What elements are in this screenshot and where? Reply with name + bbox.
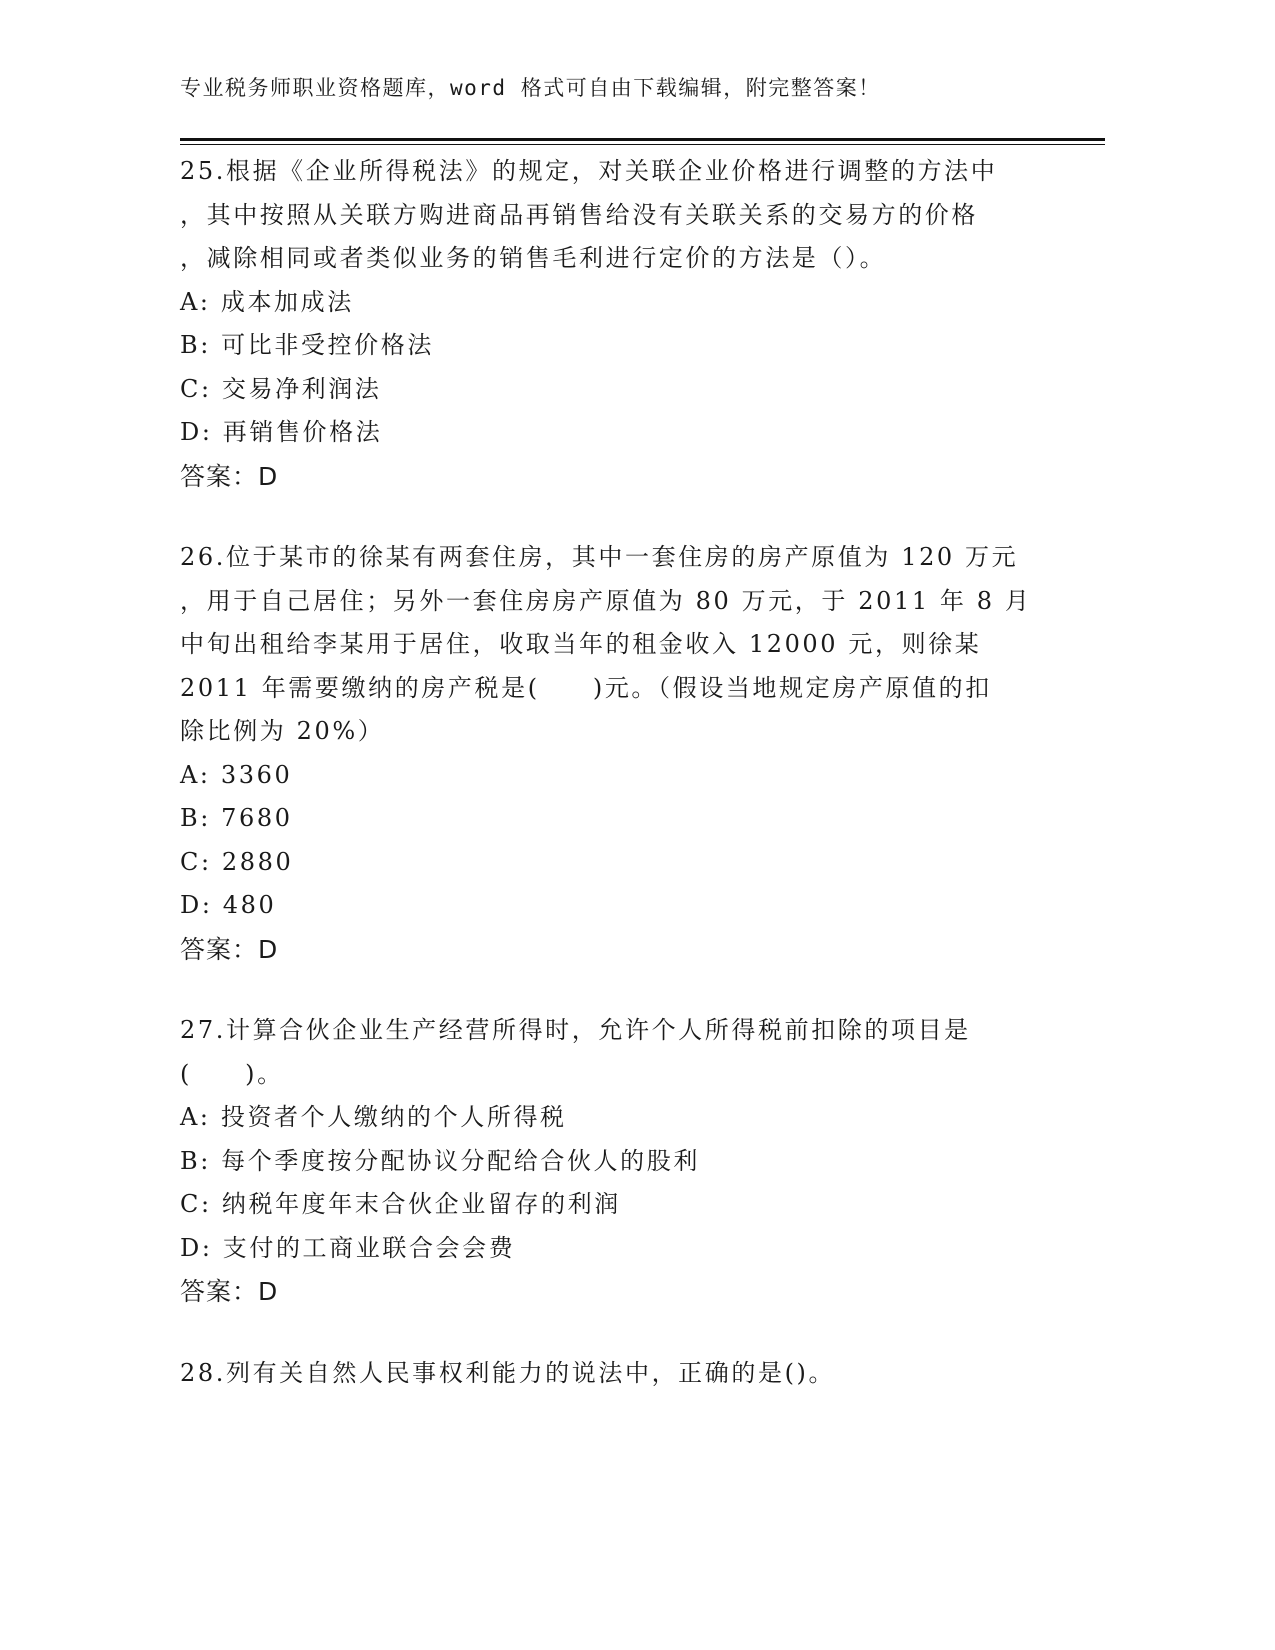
question-line: ，其中按照从关联方购进商品再销售给没有关联关系的交易方的价格: [180, 200, 978, 229]
option-a: A: 3360: [180, 760, 293, 789]
option-a: A: 成本加成法: [180, 287, 354, 316]
answer: 答案：D: [180, 1277, 279, 1306]
header-rule-thin: [180, 144, 1105, 145]
question-line: 除比例为 20%）: [180, 717, 385, 745]
question-line: 25.根据《企业所得税法》的规定，对关联企业价格进行调整的方法中: [180, 157, 998, 185]
answer: 答案：D: [180, 461, 279, 491]
question-line: ，减除相同或者类似业务的销售毛利进行定价的方法是（）。: [180, 244, 887, 272]
question-line: 2011 年需要缴纳的房产税是( )元。（假设当地规定房产原值的扣: [180, 673, 992, 702]
question-line: 27.计算合伙企业生产经营所得时，允许个人所得税前扣除的项目是: [180, 1016, 971, 1044]
option-c: C: 2880: [180, 847, 294, 876]
option-c: C: 交易净利润法: [180, 374, 382, 403]
question-line: ( )。: [180, 1059, 284, 1088]
option-d: D: 480: [180, 891, 277, 919]
question-line: 28.列有关自然人民事权利能力的说法中，正确的是()。: [180, 1358, 836, 1387]
answer: 答案：D: [180, 934, 279, 964]
question-line: 26.位于某市的徐某有两套住房，其中一套住房的房产原值为 120 万元: [180, 543, 1019, 571]
question-line: ，用于自己居住；另外一套住房房产原值为 80 万元，于 2011 年 8 月: [180, 586, 1032, 615]
option-b: B: 每个季度按分配协议分配给合伙人的股利: [180, 1146, 700, 1175]
option-d: D: 支付的工商业联合会会费: [180, 1233, 516, 1262]
option-a: A: 投资者个人缴纳的个人所得税: [180, 1103, 567, 1131]
header-rule-thick: [180, 138, 1105, 141]
option-b: B: 可比非受控价格法: [180, 331, 434, 359]
option-b: B: 7680: [180, 804, 293, 832]
question-26: [180, 536, 1040, 971]
page-header: 专业税务师职业资格题库，word 格式可自由下载编辑，附完整答案！: [180, 76, 881, 100]
question-list: [180, 150, 1040, 1433]
question-28: [180, 1352, 1040, 1396]
option-d: D: 再销售价格法: [180, 418, 383, 446]
question-25: [180, 150, 1040, 498]
question-line: 中旬出租给李某用于居住，收取当年的租金收入 12000 元，则徐某: [180, 630, 982, 658]
option-c: C: 纳税年度年末合伙企业留存的利润: [180, 1190, 621, 1218]
question-27: [180, 1009, 1040, 1314]
